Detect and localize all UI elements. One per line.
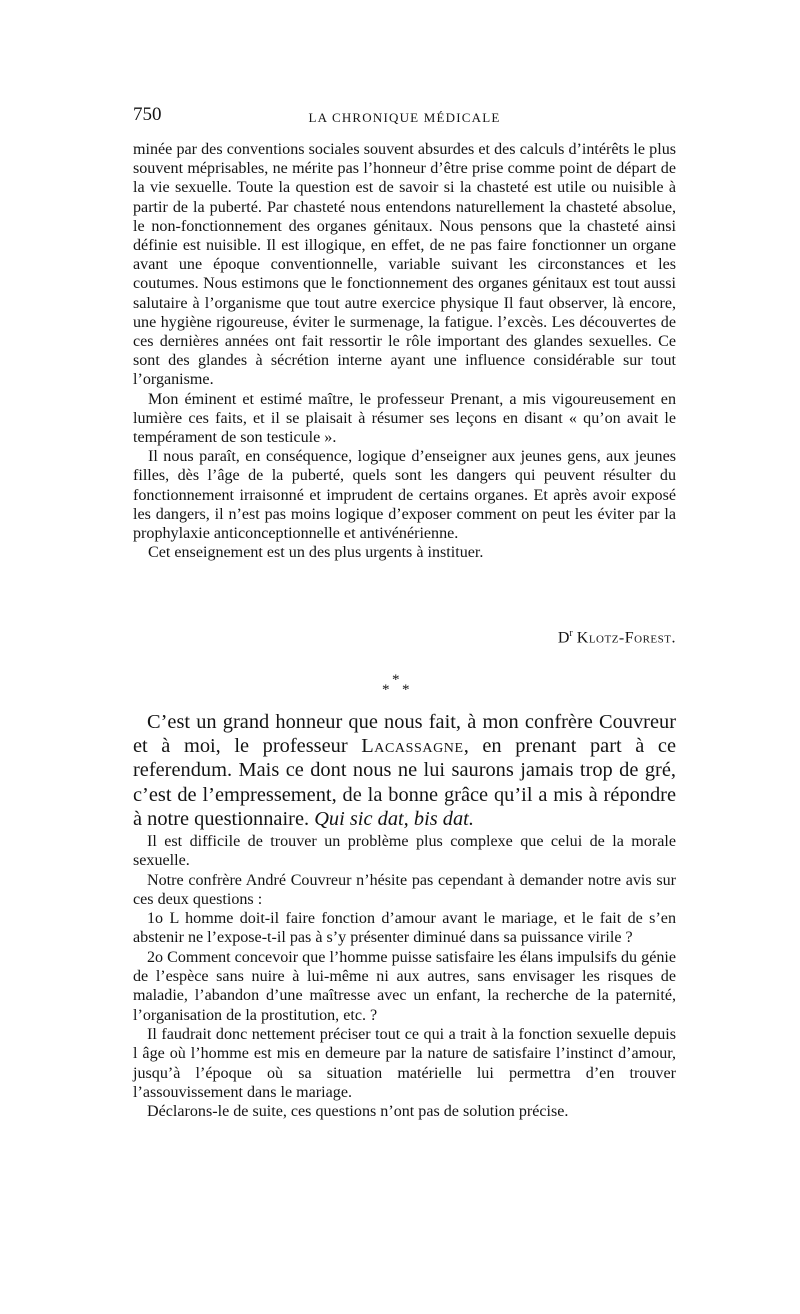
paragraph: minée par des conventions sociales souvent absurdes et des calculs d’intérêts le plus souvent méprisables, ne mérite pas l’honneur d’être prise comme point de départ de la vie sexuelle. Toute la question est de savoir si la chasteté est utile ou nuisible à partir de la puberté. Par chasteté nous entendons naturellement la chasteté absolue, le non-fonctionnement des organes génitaux. Nous pensons que la chasteté ainsi définie est nuisible. Il est illogique, en effet, de ne pas faire fonctionner un organe avant une époque conventionnelle, variable suivant les circonstances et les coutumes. Nous estimons que le fonctionnement des organes génitaux est tout aussi salutaire à l’organisme que tout autre exercice physique Il faut observer, là encore, une hygiène rigoureuse, éviter le surmenage, la fatigue. l’excès. Les découvertes de ces dernières années ont fait ressortir le rôle important des glandes sexuelles. Ce sont des glandes à sécrétion interne ayant une influence considérable sur tout l’organisme. [133,141,676,389]
asterism-star: * [392,672,400,688]
paragraph: Il nous paraît, en conséquence, logique d’enseigner aux jeunes gens, aux jeunes filles, dès l’âge de la puberté, quels sont les dangers qui peuvent résulter du fonctionnement irraisonné et imprudent de certains organes. Et après avoir exposé les dangers, il n’est pas moins logique d’exposer comment on peut les éviter par la prophylaxie anticonceptionnelle et antivénérienne. [133,448,676,543]
editorial-intro [133,710,676,831]
latin-quote: Qui sic dat, bis dat. [314,807,474,830]
paragraph: Il faudrait donc nettement préciser tout ce qui a trait à la fonction sexuelle depuis l âge où l’homme est mis en demeure par la nature de satisfaire l’instinct d’amour, jusqu’à l’époque où sa situation matérielle lui permettra d’en trouver l’assouvissement dans le mariage. [133,1025,676,1101]
page-header [133,104,676,132]
text-run: C’est un grand honneur que nous fait, à mon confrère Couvreur et à moi, le professeur [133,711,676,758]
asterism-star: * [382,682,390,698]
signature-name: Klotz-Forest. [576,629,676,647]
paragraph [133,710,676,831]
main-text [133,832,676,1121]
signature-title: D [557,629,570,647]
paragraph: Il est difficile de trouver un problème plus complexe que celui de la morale sexuelle. [133,833,676,870]
person-name: Lacassagne [361,735,464,758]
letter-continuation [133,140,676,562]
paragraph: Notre confrère André Couvreur n’hésite pas cependant à demander notre avis sur ces deux questions : [133,871,676,908]
signature-title-superscript: r [569,628,573,639]
author-signature [558,628,676,647]
running-title: LA CHRONIQUE MÉDICALE [308,110,501,125]
question-1: 1o L homme doit-il faire fonction d’amour avant le mariage, et le fait de s’en abstenir ne l’expose-t-il pas à s’y présenter diminué dans sa puissance virile ? [133,910,676,947]
asterism-star: * [402,682,410,698]
question-2: 2o Comment concevoir que l’homme puisse satisfaire les élans impulsifs du génie de l’espèce sans nuire à lui-même ni aux autres, sans envisager les risques de maladie, l’abandon d’une maîtresse avec un enfant, la recherche de la paternité, l’organisation de la prostitution, etc. ? [133,948,676,1024]
paragraph: Déclarons-le de suite, ces questions n’ont pas de solution précise. [147,1103,569,1121]
section-separator [0,672,800,706]
paragraph: Mon éminent et estimé maître, le professeur Prenant, a mis vigoureusement en lumière ces faits, et il se plaisait à résumer ses leçons en disant « qu’on avait le tempérament de son testicule ». [133,390,676,447]
paragraph: Cet enseignement est un des plus urgents à instituer. [148,544,484,562]
text-run: , en prenant part à ce referendum. Mais ce dont nous ne lui saurons jamais trop de gré, c’est de l’empressement, de la bonne grâce qu’il a mis à répondre à notre questionnaire. [133,735,676,830]
page-number: 750 [133,104,162,125]
